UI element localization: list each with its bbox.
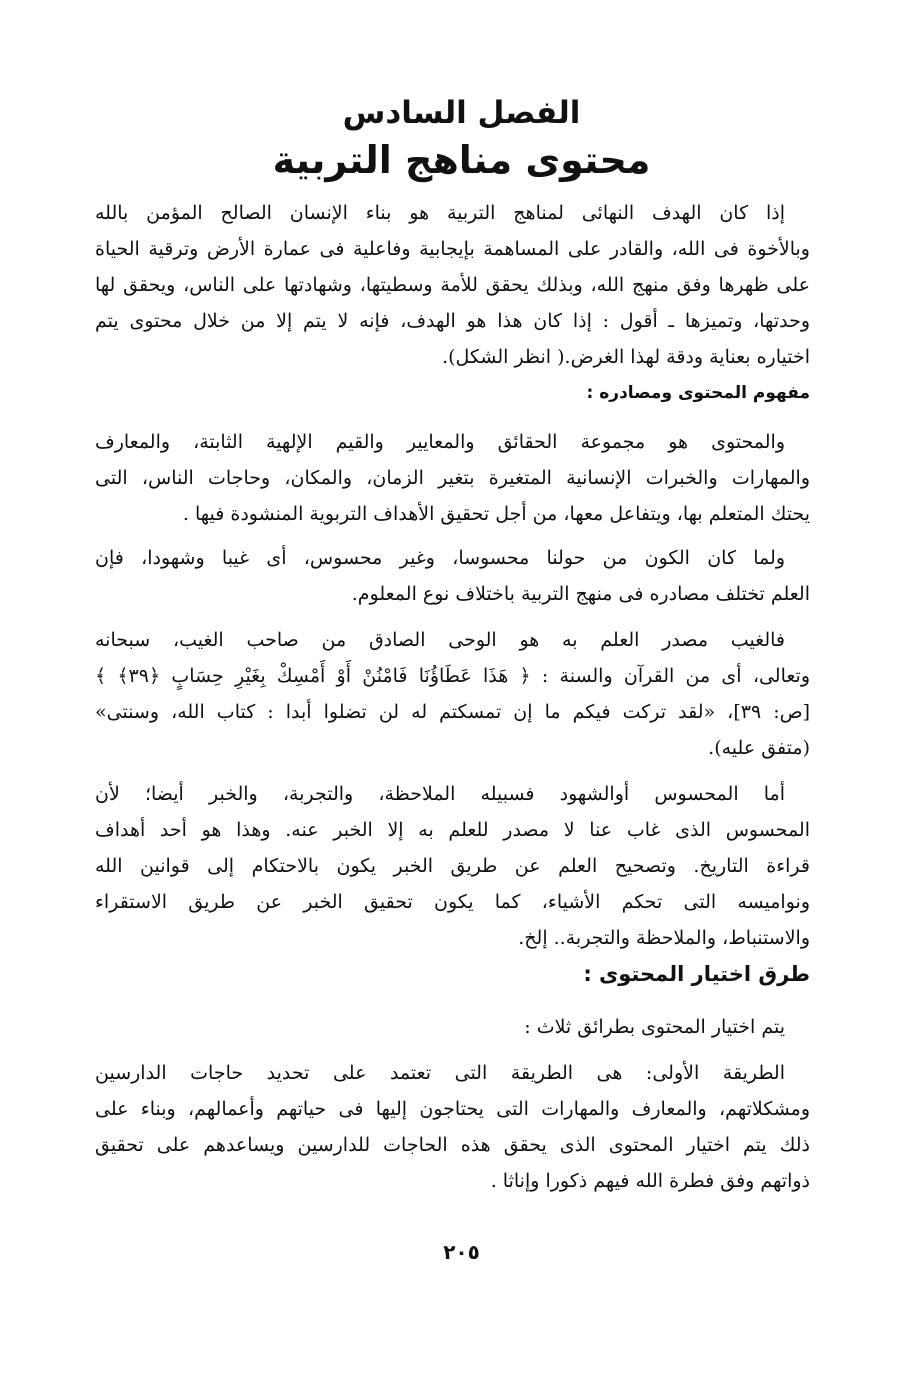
paragraph-line: (متفق عليه).: [708, 737, 810, 759]
paragraph-line: المحسوس الذى غاب عنا لا مصدر للعلم به إلا الخبر عنه. وهذا هو أحد أهداف: [95, 819, 810, 841]
paragraph-line: وحدتها، وتميزها ـ أقول : إذا كان هذا هو الهدف، فإنه لا يتم إلا من خلال محتوى يتم: [95, 310, 810, 332]
paragraph-line: قراءة التاريخ. وتصحيح العلم عن طريق الخبر يكون بالاحتكام إلى قوانين الله: [95, 855, 810, 877]
paragraph-line: الطريقة الأولى: هى الطريقة التى تعتمد على تحديد حاجات الدارسين: [95, 1062, 785, 1084]
paragraph-line: يحتك المتعلم بها، ويتفاعل معها، من أجل تحقيق الأهداف التربوية المنشودة فيها .: [182, 503, 810, 525]
quran-verse-line: وتعالى، أى من القرآن والسنة : ﴿ هَذَا عَطَاؤُنَا فَامْنُنْ أَوْ أَمْسِكْ بِغَيْرِ حِسَابٍ ﴿٣٩﴾ ﴾: [95, 665, 811, 687]
paragraph-line: ومشكلاتهم، والمعارف والمهارات التى يحتاجون إليها فى حياتهم وأعمالهم، وبناء على: [95, 1098, 810, 1120]
page-number: ٢٠٥: [443, 1240, 480, 1264]
paragraph-line: اختياره بعناية ودقة لهذا الغرض.( انظر الشكل).: [442, 346, 810, 368]
subheading-concept-sources: مفهوم المحتوى ومصادره :: [586, 383, 810, 403]
chapter-number-heading: الفصل السادس: [342, 95, 581, 131]
paragraph-line: أما المحسوس أوالشهود فسبيله الملاحظة، والتجربة، والخبر أيضا؛ لأن: [95, 783, 785, 805]
paragraph-line: ولما كان الكون من حولنا محسوسا، وغير محسوس، أى غيبا وشهودا، فإن: [95, 547, 785, 569]
chapter-title-heading: محتوى مناهج التربية: [272, 138, 651, 182]
paragraph-line: العلم تختلف مصادره فى منهج التربية باختلاف نوع المعلوم.: [351, 583, 810, 605]
paragraph-line: ذواتهم وفق فطرة الله فيهم ذكورا وإناثا .: [490, 1170, 810, 1192]
paragraph-line: يتم اختيار المحتوى بطرائق ثلاث :: [524, 1016, 785, 1038]
paragraph-line: ذلك يتم اختيار المحتوى الذى يحقق هذه الحاجات للدارسين ويساعدهم على تحقيق: [95, 1134, 810, 1156]
paragraph-line: والمهارات والخبرات الإنسانية المتغيرة بتغير الزمان، والمكان، وحاجات الناس، التى: [95, 467, 810, 489]
paragraph-line: والمحتوى هو مجموعة الحقائق والمعايير والقيم الإلهية الثابتة، والمعارف: [95, 431, 785, 453]
subheading-selection-methods: طرق اختيار المحتوى :: [583, 962, 810, 986]
paragraph-line: فالغيب مصدر العلم به هو الوحى الصادق من صاحب الغيب، سبحانه: [95, 629, 785, 651]
hadith-line: [ص: ٣٩]، «لقد تركت فيكم ما إن تمسكتم له لن تضلوا أبدا : كتاب الله، وسنتى»: [95, 701, 810, 723]
paragraph-line: والاستنباط، والملاحظة والتجربة.. إلخ.: [518, 927, 810, 949]
paragraph-line: وبالأخوة فى الله، والقادر على المساهمة بإيجابية وفاعلية فى عمارة الأرض وترقية الحياة: [95, 238, 810, 260]
paragraph-line: إذا كان الهدف النهائى لمناهج التربية هو بناء الإنسان الصالح المؤمن بالله: [95, 202, 785, 224]
paragraph-line: ونواميسه التى تحكم الأشياء، كما يكون تحقيق الخبر عن طريق الاستقراء: [95, 891, 810, 913]
paragraph-line: على ظهرها وفق منهج الله، وبذلك يحقق للأمة وسطيتها، وشهادتها على الناس، ويحقق لها: [95, 274, 810, 296]
